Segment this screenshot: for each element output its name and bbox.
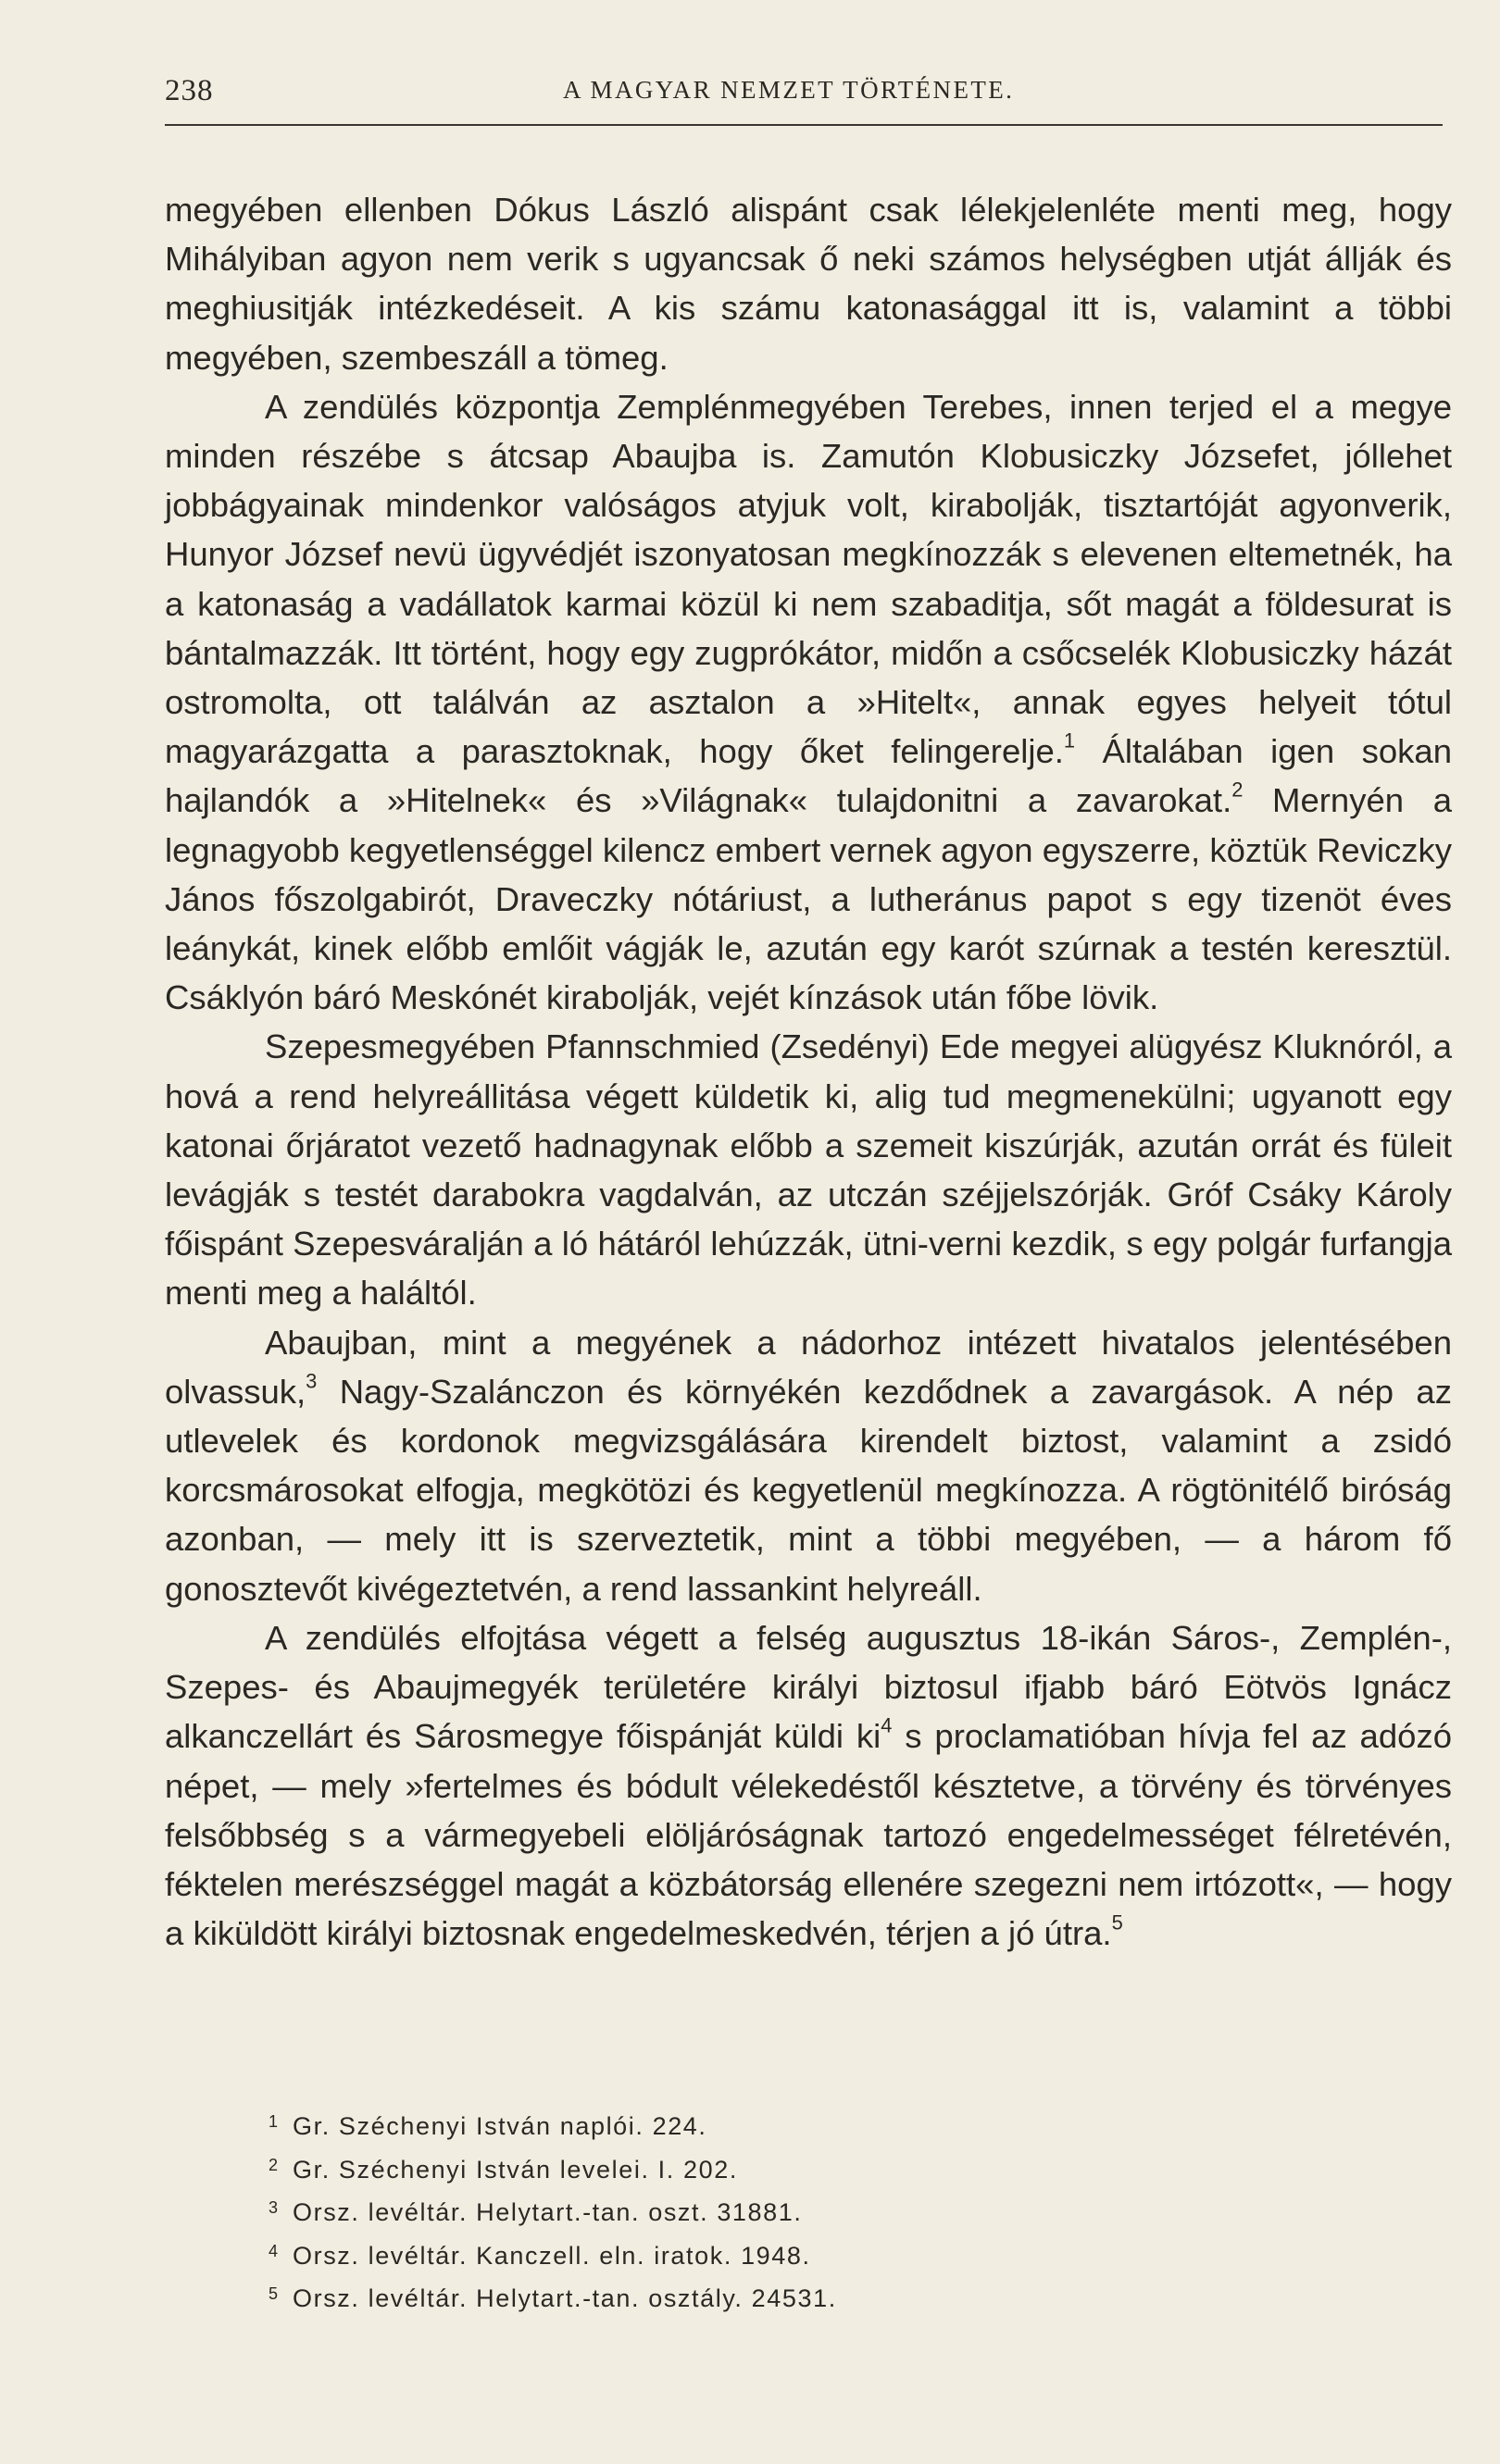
footnote-ref: 5 <box>1111 1910 1123 1935</box>
paragraph <box>165 1022 1452 1317</box>
footnote <box>269 2103 1380 2147</box>
footnote-mark: 2 <box>269 2155 280 2174</box>
footnote-text: Orsz. levéltár. Kanczell. eln. iratok. 1948. <box>293 2241 811 2270</box>
footnote-ref: 3 <box>306 1369 318 1393</box>
footnotes <box>269 2103 1380 2319</box>
paragraph <box>165 1318 1452 1613</box>
footnote <box>269 2147 1380 2190</box>
paragraph-text: Abaujban, mint a megyének a nádorhoz intézett hivatalos jelentésében olvassuk, <box>165 1323 1452 1411</box>
running-title: A MAGYAR NEMZET TÖRTÉNETE. <box>563 76 1015 104</box>
footnote-mark: 5 <box>269 2284 280 2304</box>
header-rule <box>165 124 1443 126</box>
paragraph-text: Szepesmegyében Pfannschmied (Zsedényi) Ede megyei alügyész Kluknóról, a hová a rend helyreállitása végett küldetik ki, alig tud megmenekülni; ugyanott egy katonai őrjáratot vezető hadnagynak előbb a szemeit kiszúrják, azután orrát és füleit levágják s testét darabokra vagdalván, az utczán széjjelszórják. Gróf Csáky Károly főispánt Szepesváralján a ló hátáról lehúzzák, ütni-verni kezdik, s egy polgár furfangja menti meg a haláltól. <box>165 1027 1452 1313</box>
paragraph-text: A zendülés központja Zemplénmegyében Terebes, innen terjed el a megye minden részébe s átcsap Abaujba is. Zamutón Klobusiczky Józsefet, jóllehet jobbágyainak mindenkor valóságos atyjuk volt, kirabolják, tisztartóját agyonverik, Hunyor József nevü ügyvédjét iszonyatosan megkínozzák s elevenen eltemetnék, ha a katonaság a vadállatok karmai közül ki nem szabaditja, sőt magát a földesurat is bántalmazzák. Itt történt, hogy egy zugprókátor, midőn a csőcselék Klobusiczky házát ostromolta, ott találván az asztalon a »Hitelt«, annak egyes helyeit tótul magyarázgatta a parasztoknak, hogy őket felingerelje. <box>165 387 1452 771</box>
paragraph-text: megyében ellenben Dókus László alispánt csak lélekjelenléte menti meg, hogy Mihályiban agyon nem verik s ugyancsak ő neki számos helységben utját állják és meghiusitják intézkedéseit. A kis számu katonasággal itt is, valamint a többi megyében, szembeszáll a tömeg. <box>165 191 1452 377</box>
paragraph <box>165 185 1452 382</box>
paragraph-text: s proclamatióban hívja fel az adózó népet, — mely »fertelmes és bódult vélekedéstől késztetve, a törvény és törvényes felsőbbség s a vármegyebeli elöljáróságnak tartozó engedelmességet félretévén, féktelen merészséggel magát a közbátorság ellenére szegezni nem irtózott«, — hogy a kiküldött királyi biztosnak engedelmeskedvén, térjen a jó útra. <box>165 1717 1452 1953</box>
footnote-ref: 2 <box>1231 778 1244 803</box>
paragraph-text: Nagy-Szalánczon és környékén kezdődnek a zavargások. A nép az utlevelek és kordonok megvizsgálására kirendelt biztost, valamint a zsidó korcsmárosokat elfogja, megkötözi és kegyetlenül megkínozza. A rögtönitélő biróság azonban, — mely itt is szerveztetik, mint a többi megyében, — a három fő gonosztevőt kivégeztetvén, a rend lassankint helyreáll. <box>165 1372 1452 1608</box>
paragraph <box>165 382 1452 1023</box>
body-text <box>165 185 1452 1958</box>
footnote-mark: 3 <box>269 2198 280 2218</box>
footnote <box>269 2189 1380 2233</box>
paragraph-text: Általában igen sokan hajlandók a »Hitelnek« és »Világnak« tulajdonitni a zavarokat. <box>165 732 1452 820</box>
footnote-text: Gr. Széchenyi István levelei. I. 202. <box>293 2155 738 2184</box>
footnote-text: Orsz. levéltár. Helytart.-tan. osztály. 24531. <box>293 2284 837 2313</box>
page-header <box>165 74 1443 120</box>
footnote <box>269 2233 1380 2276</box>
page-number: 238 <box>165 74 214 107</box>
footnote-text: Gr. Széchenyi István naplói. 224. <box>293 2112 707 2141</box>
paragraph <box>165 1613 1452 1958</box>
paragraph-text: A zendülés elfojtása végett a felség augusztus 18-ikán Sáros-, Zemplén-, Szepes- és Abaujmegyék területére királyi biztosul ifjabb báró Eötvös Ignácz alkanczellárt és Sárosmegye főispánját küldi ki <box>165 1618 1452 1756</box>
footnote-mark: 1 <box>269 2112 280 2131</box>
footnote <box>269 2275 1380 2319</box>
footnote-ref: 1 <box>1063 728 1076 753</box>
paragraph-text: Mernyén a legnagyobb kegyetlenséggel kilencz embert vernek agyon egyszerre, köztük Reviczky János főszolgabirót, Draveczky nótáriust, a lutheránus papot s egy tizenöt éves leánykát, kinek előbb emlőit vágják le, azután egy karót szúrnak a testén keresztül. Csáklyón báró Meskónét kirabolják, vejét kínzások után főbe lövik. <box>165 781 1452 1017</box>
footnote-ref: 4 <box>881 1713 893 1737</box>
footnote-text: Orsz. levéltár. Helytart.-tan. oszt. 31881. <box>293 2198 803 2227</box>
footnote-mark: 4 <box>269 2241 280 2260</box>
